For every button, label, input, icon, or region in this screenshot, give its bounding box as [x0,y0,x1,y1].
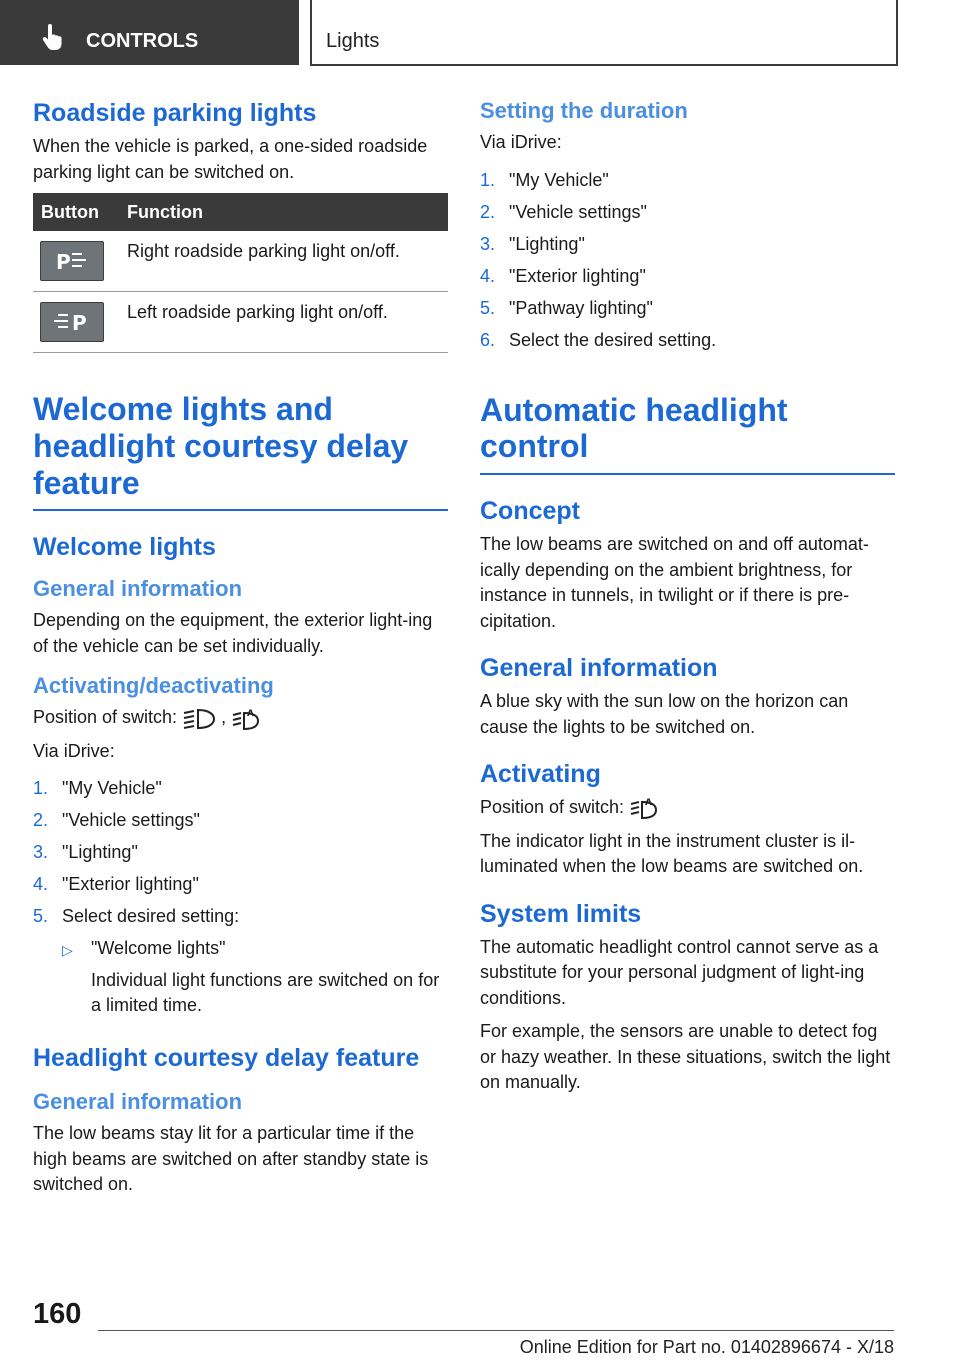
system-limits-title: System limits [480,899,642,928]
activating-title: Activating [480,760,601,789]
triangle-bullet-icon: ▷ [62,942,73,959]
svg-text:P: P [56,250,71,274]
duration-steps-list [480,164,895,356]
general-info-title: General information [33,576,243,602]
topic-label: Lights [326,30,380,52]
right-column [480,98,895,1104]
svg-text:P: P [72,311,87,335]
courtesy-general-info-title: General information [33,1089,243,1115]
via-idrive-label: Via iDrive: [33,740,115,761]
limits-text-1: The automatic headlight control cannot serve as a substitute for your personal judgment of light-ing conditions. [480,936,879,1008]
sub-option-desc: Individual light functions are switched on for a limited time. [91,970,440,1016]
list-item: 6. Select the desired setting. [480,329,717,350]
sub-option-item [62,936,448,1018]
switch-position-label: Position of switch: [480,797,625,818]
column-header-button: Button [33,193,119,231]
table-header-row [33,193,448,231]
general-info-text: Depending on the equipment, the exterior light-ing of the vehicle can be set individually. [33,610,433,656]
footer-divider [98,1330,894,1331]
roadside-title: Roadside parking lights [33,99,317,127]
left-column [33,98,448,1206]
list-item: 4. "Exterior lighting" [33,874,199,895]
svg-text:A: A [645,798,653,809]
welcome-steps-list [33,772,448,932]
button-function-table [33,193,448,353]
low-beam-icon [182,707,216,731]
courtesy-text: The low beams stay lit for a particular time if the high beams are switched on after standby state is switched on. [33,1123,429,1195]
list-item: 3. "Lighting" [480,233,585,254]
switch-separator: , [221,707,227,728]
via-idrive-label: Via iDrive: [480,132,562,152]
table-cell-function: Right roadside parking light on/off. [119,231,448,292]
list-item: 2. "Vehicle settings" [33,810,200,831]
auto-headlight-chapter-title: Automatic headlight control [480,392,895,476]
left-parking-light-icon [40,302,104,342]
svg-text:A: A [247,708,255,719]
general-info-title: General information [480,654,718,683]
page-header [0,0,960,66]
table-row [33,231,448,292]
page-number: 160 [33,1298,82,1330]
switch-position-line [33,705,448,731]
list-item: 5. "Pathway lighting" [480,297,653,318]
list-item: 5. Select desired setting: [33,906,240,927]
topic-header [310,0,898,66]
auto-headlight-icon [231,707,261,731]
roadside-intro: When the vehicle is parked, a one-sided roadside parking light can be switched on. [33,136,428,182]
auto-headlight-icon [629,796,659,820]
list-item: 3. "Lighting" [33,842,138,863]
concept-text: The low beams are switched on and off automat-ically depending on the ambient brightness, for instance in tunnels, in twilight or if there is pre-cipitation. [480,534,869,631]
activating-text: The indicator light in the instrument cluster is il-luminated when the low beams are switched on. [480,830,864,877]
switch-position-label: Position of switch: [33,707,178,728]
list-item: 2. "Vehicle settings" [480,201,647,222]
right-parking-light-icon [40,241,104,281]
list-item: 1. "My Vehicle" [480,169,609,190]
limits-text-2: For example, the sensors are unable to detect fog or hazy weather. In these situations, switch the light on manually. [480,1021,891,1093]
welcome-lights-title: Welcome lights [33,533,216,562]
courtesy-title: Headlight courtesy delay feature [33,1044,420,1073]
table-row [33,292,448,353]
edition-note: Online Edition for Part no. 01402896674 - X/18 [519,1337,894,1357]
welcome-chapter-title: Welcome lights and headlight courtesy delay feature [33,391,448,511]
general-info-text: A blue sky with the sun low on the horizon can cause the lights to be switched on. [480,691,849,737]
section-tab [0,0,299,65]
switch-position-line [480,795,895,821]
list-item: 1. "My Vehicle" [33,778,162,799]
concept-title: Concept [480,497,580,526]
section-tab-label: CONTROLS [86,30,199,52]
table-cell-function: Left roadside parking light on/off. [119,292,448,353]
hand-pointer-icon [40,24,66,52]
sub-option-label: "Welcome lights" [91,938,226,959]
column-header-function: Function [119,193,448,231]
list-item: 4. "Exterior lighting" [480,265,646,286]
activating-deactivating-title: Activating/deactivating [33,673,274,699]
duration-title: Setting the duration [480,98,688,123]
